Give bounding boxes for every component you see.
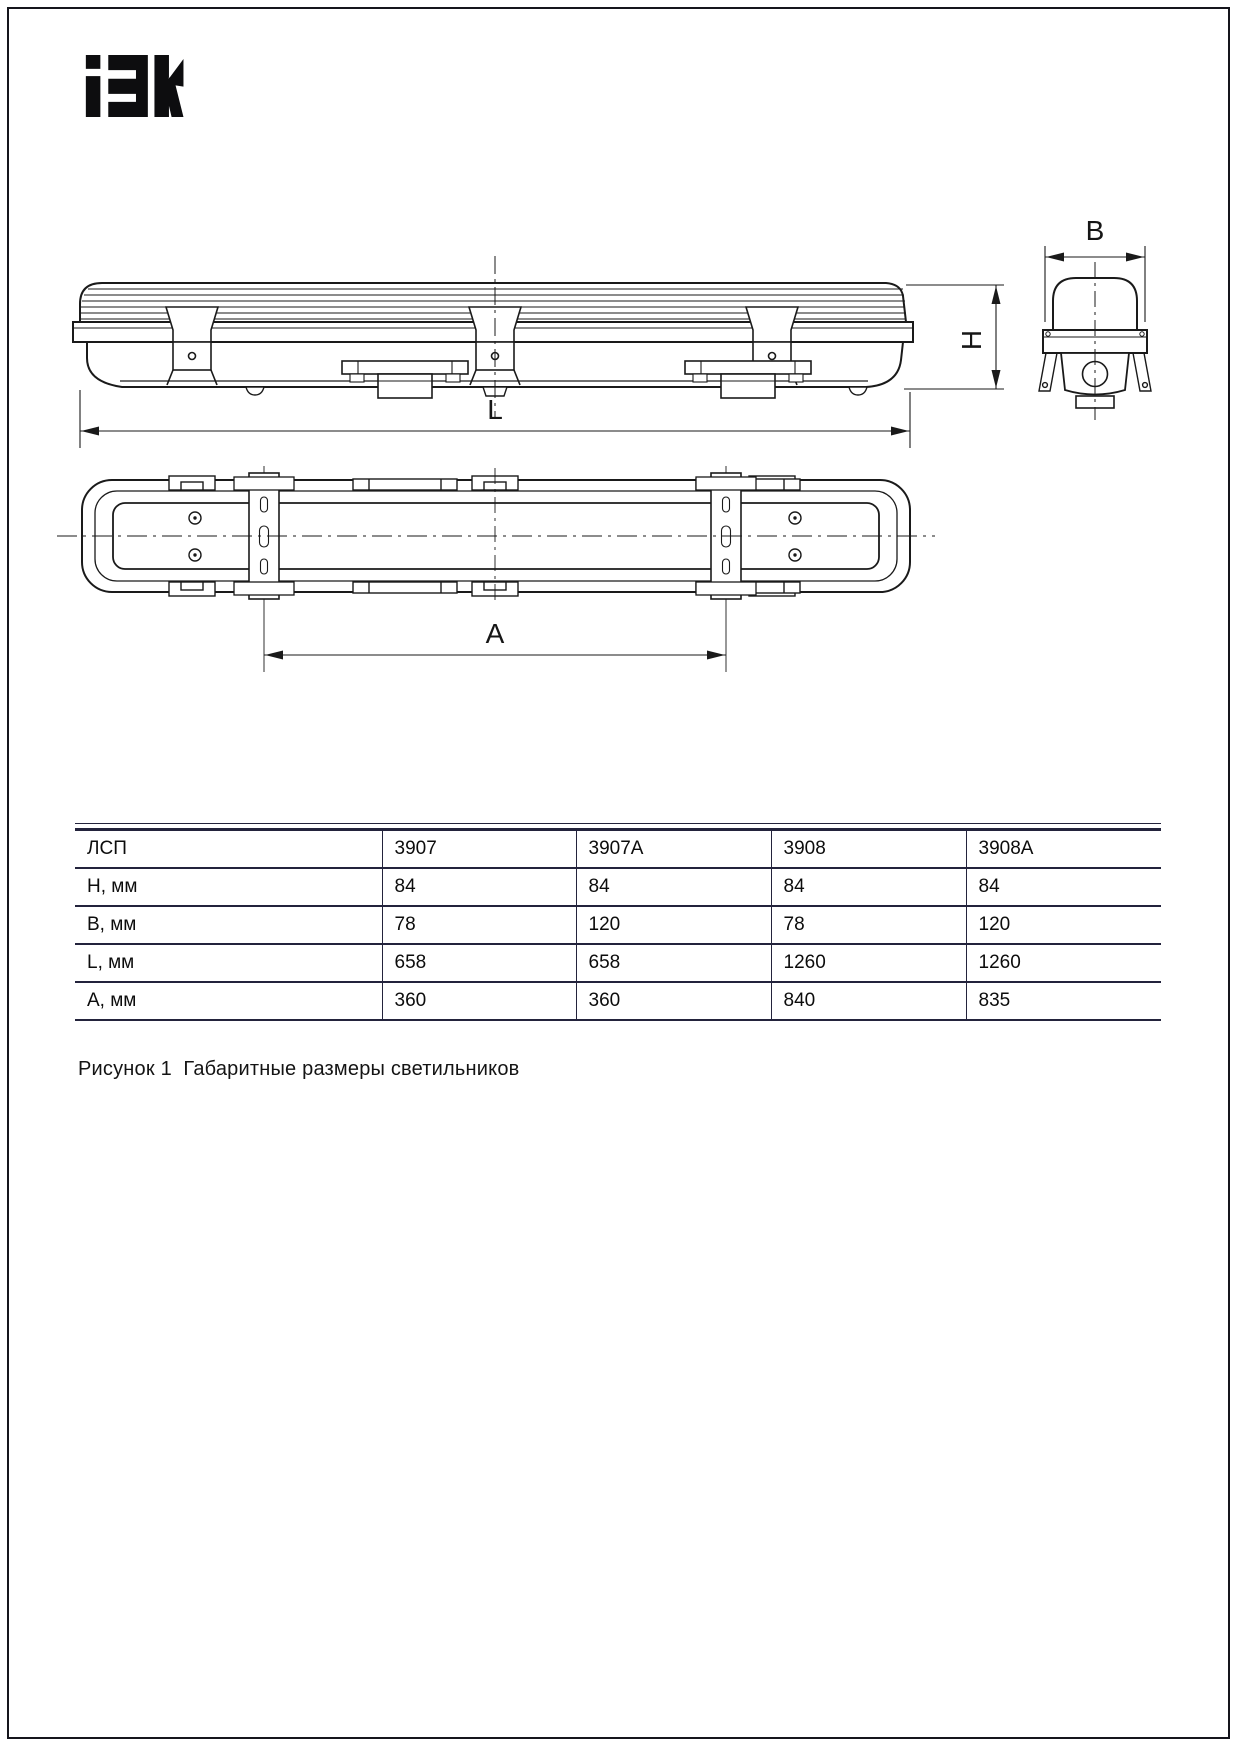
dimension-label-h: H — [956, 329, 987, 351]
table-cell: 78 — [771, 906, 966, 944]
table-cell: 3908А — [966, 830, 1161, 869]
table-header-row — [75, 830, 1161, 869]
table-cell: 120 — [966, 906, 1161, 944]
dimension-a — [264, 618, 726, 660]
table-cell: 658 — [382, 944, 576, 982]
bottom-latch — [342, 361, 468, 398]
table-cell: 84 — [966, 868, 1161, 906]
table-cell: ЛСП — [75, 830, 382, 869]
table-row — [75, 868, 1161, 906]
foot-bump — [849, 387, 867, 395]
dimension-label-a: A — [485, 618, 505, 649]
table-cell: 360 — [382, 982, 576, 1020]
bottom-latch — [685, 361, 811, 398]
dimensional-drawing — [0, 0, 1241, 720]
table-row — [75, 982, 1161, 1020]
table-cell: 3907А — [576, 830, 771, 869]
table-cell: 360 — [576, 982, 771, 1020]
dimensions-table — [75, 823, 1161, 1021]
luminaire-end-view — [1039, 215, 1151, 420]
table-cell: 658 — [576, 944, 771, 982]
table-row — [75, 906, 1161, 944]
table-cell: 120 — [576, 906, 771, 944]
table-cell: 84 — [576, 868, 771, 906]
table-cell: 840 — [771, 982, 966, 1020]
table-cell: 3908 — [771, 830, 966, 869]
dimension-l — [80, 390, 910, 448]
figure-caption: Рисунок 1 Габаритные размеры светильников — [78, 1058, 520, 1080]
table-cell: 84 — [382, 868, 576, 906]
table-cell: 78 — [382, 906, 576, 944]
table-cell: L, мм — [75, 944, 382, 982]
table-cell: В, мм — [75, 906, 382, 944]
table-cell: А, мм — [75, 982, 382, 1020]
foot-bump — [246, 387, 264, 395]
table-cell: Н, мм — [75, 868, 382, 906]
table-cell: 84 — [771, 868, 966, 906]
dimension-label-b: B — [1085, 215, 1105, 246]
dimension-h — [904, 285, 1004, 389]
table-cell: 1260 — [966, 944, 1161, 982]
dimension-label-l: L — [487, 394, 503, 425]
table-cell: 1260 — [771, 944, 966, 982]
table-cell: 3907 — [382, 830, 576, 869]
table-row — [75, 944, 1161, 982]
table-cell: 835 — [966, 982, 1161, 1020]
